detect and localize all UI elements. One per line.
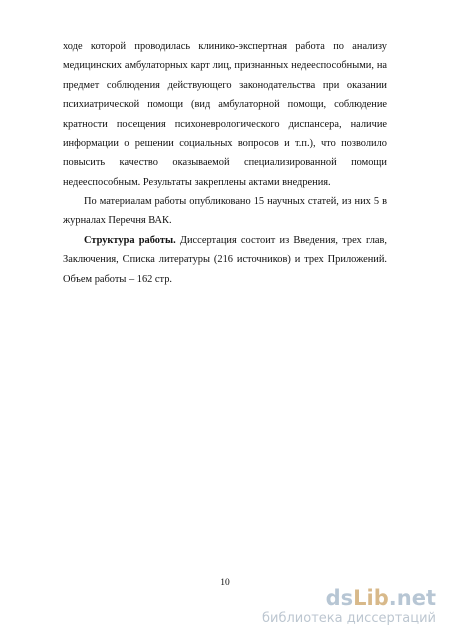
paragraph-practical-significance [63, 37, 387, 192]
text-line: недееспособным. Результаты закреплены актами внедрения. [63, 176, 331, 188]
text-line: По материалам работы опубликовано 15 научных статей, из них 5 в [84, 196, 387, 207]
watermark-subtitle: библиотека диссертаций [262, 611, 436, 626]
structure-text: Диссертация состоит из Введения, трех глав, [175, 235, 387, 246]
paragraph-structure [63, 231, 387, 289]
text-line: кратности посещения психоневрологического диспансера, наличие [63, 118, 387, 130]
structure-heading: Структура работы. [84, 235, 176, 246]
text-line: ходе которой проводилась клинико-экспертная работа по анализу [63, 41, 387, 52]
text-line: повысить качество оказываемой специализированной помощи [63, 157, 387, 169]
text-line: Объем работы – 162 стр. [63, 273, 173, 285]
text-line: журналах Перечня ВАК. [63, 215, 172, 227]
paragraph-publications [63, 192, 387, 231]
text-line [63, 231, 387, 250]
text-line: предмет соблюдения действующего законодательства при оказании [63, 79, 387, 91]
page-number: 10 [220, 578, 230, 588]
dslib-logo: dsLib.net [325, 586, 436, 610]
text-line: информации о решении социальных вопросов и т.п.), что позволило [63, 137, 387, 149]
dslib-watermark [262, 588, 436, 625]
text-line: психиатрической помощи (вид амбулаторной помощи, соблюдение [63, 99, 387, 111]
text-line: медицинских амбулаторных карт лиц, признанных недееспособными, на [63, 60, 387, 72]
text-line: Заключения, Списка литературы (216 источников) и трех Приложений. [63, 254, 387, 266]
